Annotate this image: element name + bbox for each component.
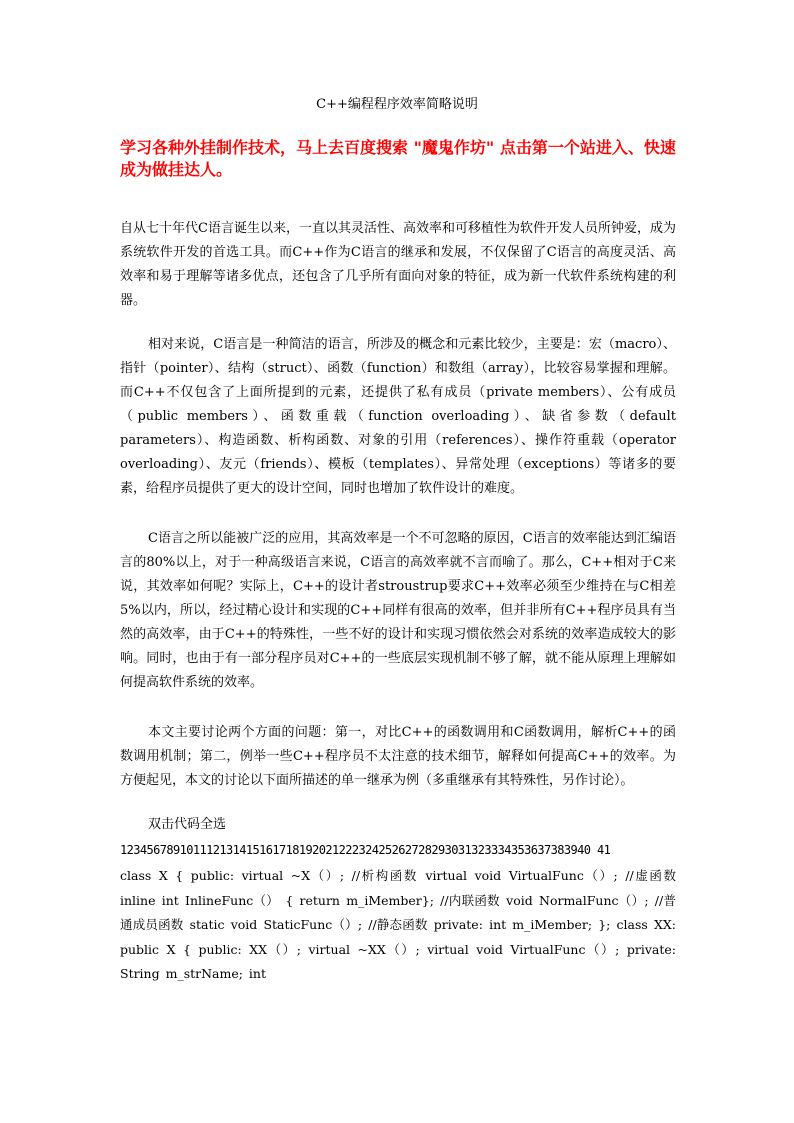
paragraph-topics: 本文主要讨论两个方面的问题：第一，对比C++的函数调用和C函数调用，解析C++的函数调用机制；第二，例举一些C++程序员不太注意的技术细节，解释如何提高C++的效率。为方便起见，本文的讨论以下面所描述的单一继承为例（多重继承有其特殊性，另作讨论）。 bbox=[120, 725, 676, 788]
code-block: class X { public: virtual ~X（）; //析构函数 virtual void VirtualFunc（）; //虚函数 inline int InlineFunc（） { return m_iMember}; //内联函数 void NormalFunc（）; //普通成员函数 static void StaticFunc（）; //静态函数 private: int m_iMember; }; class XX: public X { public: XX（）; virtual ~XX（）; virtual void VirtualFunc（）; private: String m_strName; int bbox=[120, 868, 676, 982]
code-line-numbers: 12345678910111213141516171819202122232425262728293031323334353637383940 41 bbox=[120, 843, 611, 857]
promo-text: 学习各种外挂制作技术，马上去百度搜索 "魔鬼作坊" 点击第一个站进入、快速成为做挂达人。 bbox=[120, 138, 676, 179]
paragraph-intro: 自从七十年代C语言诞生以来，一直以其灵活性、高效率和可移植性为软件开发人员所钟爱，成为系统软件开发的首选工具。而C++作为C语言的继承和发展，不仅保留了C语言的高度灵活、高效率和易于理解等诸多优点，还包含了几乎所有面向对象的特征，成为新一代软件系统构建的利器。 bbox=[120, 221, 676, 308]
document-title: C++编程程序效率简略说明 bbox=[316, 97, 478, 112]
code-select-all-label[interactable]: 双击代码全选 bbox=[148, 817, 227, 832]
paragraph-efficiency: C语言之所以能被广泛的应用，其高效率是一个不可忽略的原因，C语言的效率能达到汇编语言的80%以上，对于一种高级语言来说，C语言的高效率就不言而喻了。那么，C++相对于C来说，其效率如何呢？实际上，C++的设计者stroustrup要求C++效率必须至少维持在与C相差5%以内，所以，经过精心设计和实现的C++同样有很高的效率，但并非所有C++程序员具有当然的高效率，由于C++的特殊性，一些不好的设计和实现习惯依然会对系统的效率造成较大的影响。同时，也由于有一部分程序员对C++的一些底层实现机制不够了解，就不能从原理上理解如何提高软件系统的效率。 bbox=[120, 531, 676, 690]
paragraph-c-vs-cpp: 相对来说，C语言是一种简洁的语言，所涉及的概念和元素比较少，主要是：宏（macro）、指针（pointer）、结构（struct）、函数（function）和数组（array），比较容易掌握和理解。而C++不仅包含了上面所提到的元素，还提供了私有成员（private members）、公有成员（public members）、函数重载（function overloading）、缺省参数（default parameters）、构造函数、析构函数、对象的引用（references）、操作符重载（operator overloading）、友元（friends）、模板（templates）、异常处理（exceptions）等诸多的要素，给程序员提供了更大的设计空间，同时也增加了软件设计的难度。 bbox=[120, 337, 676, 496]
